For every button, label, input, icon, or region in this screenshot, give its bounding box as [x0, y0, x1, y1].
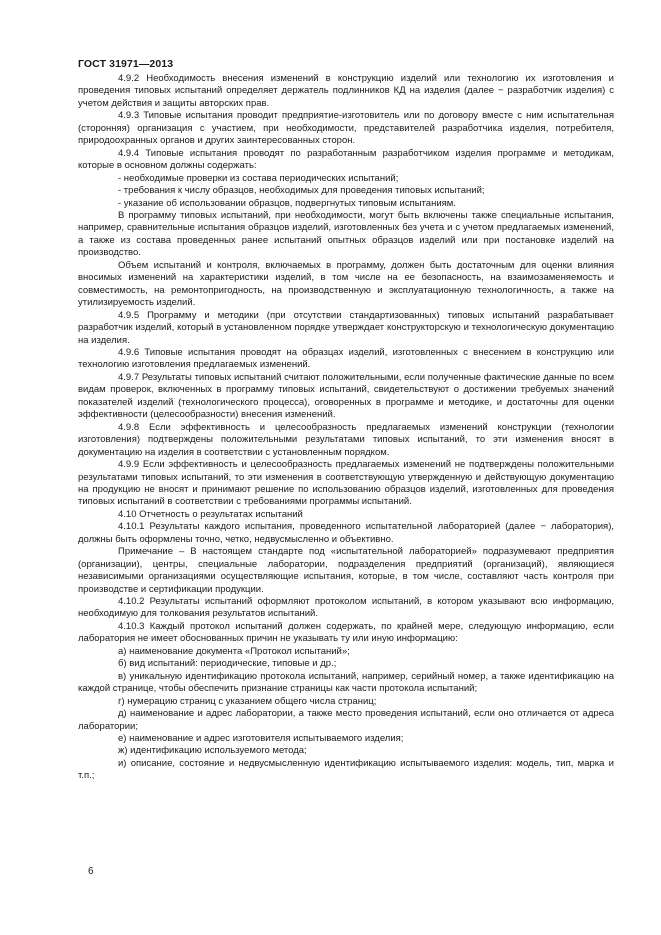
paragraph-program: В программу типовых испытаний, при необходимости, могут быть включены также специальные испытания, например, сравнительные испытания образцов изделий, изготовленных без учета и с учетом предлагаемых изменений, а также из состава проведенных ранее испытаний опытных образцов изделий или при постановке изделий на производство. — [78, 209, 614, 259]
document-header: ГОСТ 31971—2013 — [78, 58, 174, 70]
list-item: ж) идентификацию используемого метода; — [118, 745, 307, 757]
paragraph-4-10-3: 4.10.3 Каждый протокол испытаний должен содержать, по крайней мере, следующую информацию, если лаборатория не имеет обоснованных причин не указывать ту или иную информацию: — [78, 620, 614, 645]
list-item: а) наименование документа «Протокол испытаний»; — [118, 645, 350, 657]
list-item: д) наименование и адрес лаборатории, а также место проведения испытаний, если оно отличается от адреса лаборатории; — [78, 708, 614, 732]
list-item: в) уникальную идентификацию протокола испытаний, например, серийный номер, а также идентификацию на каждой странице, чтобы обеспечить признание страницы как части протокола испытаний; — [78, 670, 614, 695]
paragraph-4-10-1: 4.10.1 Результаты каждого испытания, проведенного испытательной лабораторией (далее − лаборатория), должны быть оформлены точно, четко, недвусмысленно и объективно. — [78, 521, 614, 545]
paragraph-4-9-2: 4.9.2 Необходимость внесения изменений в конструкцию изделий или технологию их изготовления и проведения типовых испытаний определяет держатель подлинников КД на изделия (далее − разработчик изделия) с учетом действия и защиты авторских прав. — [78, 73, 614, 109]
paragraph-4-9-8: 4.9.8 Если эффективность и целесообразность предлагаемых изменений конструкции (технологии изготовления) подтверждены положительными результатами типовых испытаний, то эти изменения вносят в документацию на изделия в соответствии с установленным порядком. — [78, 421, 614, 458]
paragraph-4-9-5: 4.9.5 Программу и методики (при отсутствии стандартизованных) типовых испытаний разрабатывает разработчик изделий, который в установленном порядке утверждает конструкторскую и технологическую документацию на изделия. — [78, 309, 614, 346]
paragraph-4-9-6: 4.9.6 Типовые испытания проводят на образцах изделий, изготовленных с внесением в конструкцию или технологию изготовления предлагаемых изменений. — [78, 346, 614, 371]
paragraph-4-9-7: 4.9.7 Результаты типовых испытаний считают положительными, если полученные фактические данные по всем видам проверок, включенных в программу типовых испытаний, свидетельствуют о достижении требуемых значений показателей изделий (технологического процесса), оговоренных в программе и методике, и достаточны для оценки эффективности (целесообразности) внесения изменений. — [78, 371, 614, 421]
list-item: - требования к числу образцов, необходимых для проведения типовых испытаний; — [118, 185, 485, 197]
paragraph-4-9-4: 4.9.4 Типовые испытания проводят по разработанным разработчиком изделия программе и методикам, которые в основном должны содержать: — [78, 147, 614, 172]
list-item: - необходимые проверки из состава периодических испытаний; — [118, 172, 399, 184]
paragraph-4-9-3: 4.9.3 Типовые испытания проводит предприятие-изготовитель или по договору вместе с ним испытательная (сторонняя) организация с участием, при необходимости, представителей разработчика изделия, потребителя, природоохранных органов и других заинтересованных сторон. — [78, 110, 614, 147]
paragraph-scope: Объем испытаний и контроля, включаемых в программу, должен быть достаточным для оценки влияния вносимых изменений на характеристики изделий, в том числе на ее безопасность, на взаимозаменяемость и совместимость, на ремонтопригодность, на производственную и эксплуатационную технологичность, а также на утилизируемость изделий. — [78, 259, 614, 309]
list-item: и) описание, состояние и недвусмысленную идентификацию испытываемого изделия: модель, тип, марка и т.п.; — [78, 757, 614, 782]
paragraph-4-9-9: 4.9.9 Если эффективность и целесообразность предлагаемых изменений не подтверждены положительными результатами типовых испытаний, то эти изменения в соответствующую утвержденную и действующую документацию на продукцию не вносят и принимают решение по использованию образцов изделий, изготовленных для проведения типовых испытаний в соответствии с требованиями программы испытаний. — [78, 459, 614, 508]
list-item: г) нумерацию страниц с указанием общего числа страниц; — [118, 695, 377, 707]
note-paragraph: Примечание – В настоящем стандарте под «испытательной лабораторией» подразумевают предприятия (организации), центры, специальные лаборатории, подразделения предприятий (организаций), являющиеся независимыми организациями осуществляющие испытания, которые, в том числе, составляют часть контроля при производстве и сертификации продукции. — [78, 546, 614, 595]
page-number: 6 — [88, 866, 94, 877]
paragraph-4-10-2: 4.10.2 Результаты испытаний оформляют протоколом испытаний, в котором указывают всю информацию, необходимую для толкования результатов испытаний. — [78, 596, 614, 620]
list-item: б) вид испытаний: периодические, типовые и др.; — [118, 658, 337, 670]
section-heading-4-10: 4.10 Отчетность о результатах испытаний — [118, 508, 303, 520]
list-item: - указание об использовании образцов, подвергнутых типовым испытаниям. — [118, 197, 456, 209]
document-body — [78, 73, 614, 783]
list-item: е) наименование и адрес изготовителя испытываемого изделия; — [118, 733, 404, 745]
